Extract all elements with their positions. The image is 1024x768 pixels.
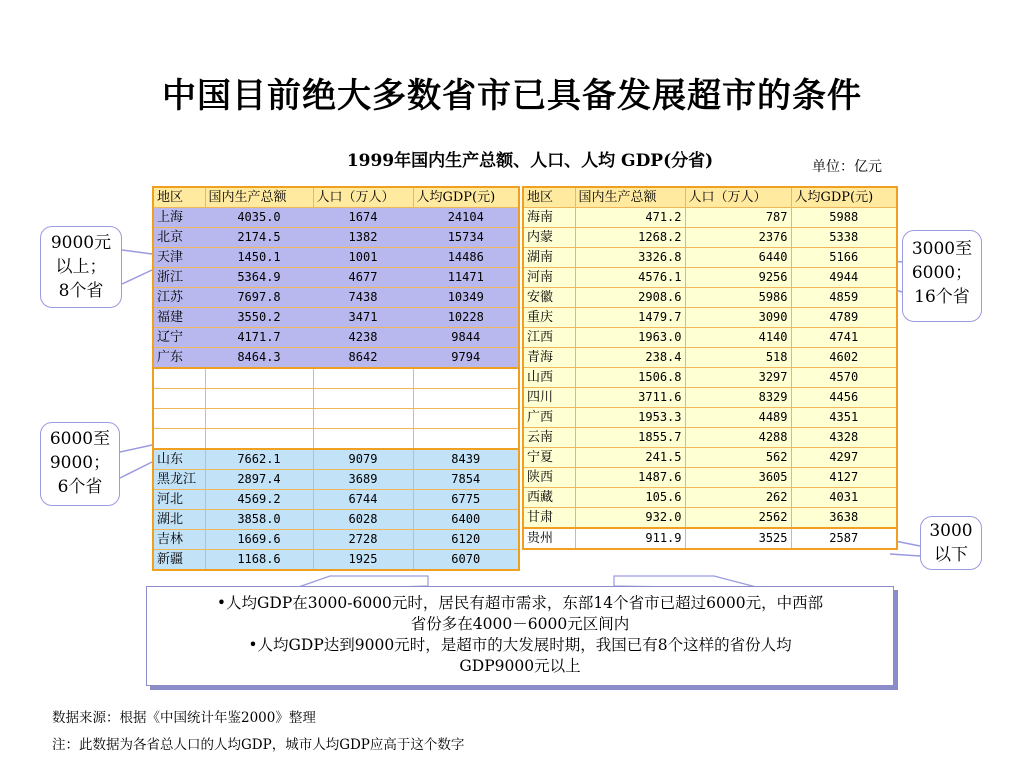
gdp-cell: 1479.7 [575, 308, 685, 328]
population-cell: 2728 [313, 530, 413, 550]
header-population: 人口（万人） [313, 187, 413, 208]
gdp-cell [205, 389, 313, 409]
table-row [523, 468, 897, 488]
per-capita-cell: 5338 [791, 228, 897, 248]
region-cell: 河北 [153, 490, 205, 510]
table-row [523, 328, 897, 348]
note-line: GDP9000元以上 [459, 657, 581, 675]
page-title: 中国目前绝大多数省市已具备发展超市的条件 [162, 76, 862, 116]
region-cell [153, 429, 205, 450]
header-per-capita: 人均GDP(元) [791, 187, 897, 208]
callout-over-9000 [40, 226, 122, 308]
population-cell: 4288 [685, 428, 791, 448]
per-capita-cell: 6120 [413, 530, 519, 550]
per-capita-cell: 5988 [791, 208, 897, 228]
table-row [523, 508, 897, 529]
gdp-cell: 932.0 [575, 508, 685, 529]
gdp-cell: 3711.6 [575, 388, 685, 408]
population-cell: 4489 [685, 408, 791, 428]
per-capita-cell: 4456 [791, 388, 897, 408]
callout-6000-9000 [40, 422, 120, 506]
table-row [523, 368, 897, 388]
region-cell: 陕西 [523, 468, 575, 488]
per-capita-cell: 10228 [413, 308, 519, 328]
region-cell: 湖北 [153, 510, 205, 530]
population-cell [313, 389, 413, 409]
header-region: 地区 [523, 187, 575, 208]
region-cell: 江苏 [153, 288, 205, 308]
population-cell: 3090 [685, 308, 791, 328]
connector-6000-b [120, 462, 152, 478]
left-table-body [153, 208, 519, 571]
callout-line: 16个省 [914, 287, 970, 307]
note-line: •人均GDP在3000-6000元时，居民有超市需求，东部14个省市已超过6000元，中西部 [216, 594, 824, 612]
table-subtitle: 1999年国内生产总额、人口、人均 GDP(分省) [346, 151, 714, 171]
gdp-cell: 1963.0 [575, 328, 685, 348]
table-row [153, 470, 519, 490]
table-row [153, 248, 519, 268]
gdp-cell: 4576.1 [575, 268, 685, 288]
region-cell: 广东 [153, 348, 205, 369]
population-cell: 9079 [313, 449, 413, 470]
gdp-cell: 105.6 [575, 488, 685, 508]
gdp-cell: 8464.3 [205, 348, 313, 369]
table-row [153, 409, 519, 429]
table-row [153, 328, 519, 348]
population-cell: 518 [685, 348, 791, 368]
callout-line: 3000 [929, 521, 973, 541]
per-capita-cell: 9794 [413, 348, 519, 369]
connector-9000 [122, 250, 152, 254]
per-capita-cell: 4789 [791, 308, 897, 328]
per-capita-cell: 4741 [791, 328, 897, 348]
gdp-cell: 1487.6 [575, 468, 685, 488]
population-cell: 3525 [685, 528, 791, 549]
footnote-source: 数据来源：根据《中国统计年鉴2000》整理 [52, 710, 316, 726]
per-capita-cell: 4127 [791, 468, 897, 488]
per-capita-cell [413, 389, 519, 409]
per-capita-cell: 4351 [791, 408, 897, 428]
gdp-cell: 7662.1 [205, 449, 313, 470]
gdp-cell: 241.5 [575, 448, 685, 468]
region-cell: 新疆 [153, 550, 205, 571]
population-cell: 4238 [313, 328, 413, 348]
population-cell: 3605 [685, 468, 791, 488]
population-cell: 562 [685, 448, 791, 468]
region-cell: 四川 [523, 388, 575, 408]
population-cell [313, 409, 413, 429]
per-capita-cell: 4328 [791, 428, 897, 448]
callout-3000-6000 [902, 230, 982, 322]
callout-under-3000 [920, 516, 982, 570]
table-row [153, 228, 519, 248]
population-cell: 3297 [685, 368, 791, 388]
region-cell: 湖南 [523, 248, 575, 268]
per-capita-cell: 3638 [791, 508, 897, 529]
population-cell [313, 368, 413, 389]
population-cell: 6440 [685, 248, 791, 268]
header-population: 人口（万人） [685, 187, 791, 208]
population-cell: 6028 [313, 510, 413, 530]
region-cell: 山东 [153, 449, 205, 470]
region-cell: 贵州 [523, 528, 575, 549]
region-cell: 辽宁 [153, 328, 205, 348]
gdp-cell: 471.2 [575, 208, 685, 228]
table-row [523, 528, 897, 549]
region-cell: 天津 [153, 248, 205, 268]
connector-6000 [120, 445, 152, 452]
table-row [523, 388, 897, 408]
header-gdp: 国内生产总额 [205, 187, 313, 208]
region-cell [153, 389, 205, 409]
gdp-cell: 2908.6 [575, 288, 685, 308]
population-cell: 4140 [685, 328, 791, 348]
region-cell: 上海 [153, 208, 205, 228]
per-capita-cell: 5166 [791, 248, 897, 268]
table-row [523, 268, 897, 288]
callout-line: 以上； [55, 257, 107, 277]
gdp-cell: 4035.0 [205, 208, 313, 228]
gdp-cell [205, 368, 313, 389]
gdp-cell: 3858.0 [205, 510, 313, 530]
population-cell: 6744 [313, 490, 413, 510]
per-capita-cell [413, 429, 519, 450]
gdp-cell [205, 429, 313, 450]
table-row [153, 308, 519, 328]
population-cell: 8329 [685, 388, 791, 408]
population-cell: 3471 [313, 308, 413, 328]
right-data-table [522, 186, 898, 550]
table-row [523, 448, 897, 468]
per-capita-cell: 4602 [791, 348, 897, 368]
region-cell [153, 409, 205, 429]
table-row [153, 510, 519, 530]
table-row [523, 248, 897, 268]
region-cell: 黑龙江 [153, 470, 205, 490]
region-cell: 吉林 [153, 530, 205, 550]
table-row [153, 208, 519, 228]
table-row [153, 288, 519, 308]
population-cell: 1674 [313, 208, 413, 228]
table-row [153, 268, 519, 288]
population-cell: 3689 [313, 470, 413, 490]
callout-line: 3000至 [911, 239, 973, 259]
population-cell: 4677 [313, 268, 413, 288]
region-cell: 河南 [523, 268, 575, 288]
region-cell: 海南 [523, 208, 575, 228]
gdp-cell: 3326.8 [575, 248, 685, 268]
table-row [153, 449, 519, 470]
table-row [523, 348, 897, 368]
gdp-cell: 7697.8 [205, 288, 313, 308]
header-per-capita: 人均GDP(元) [413, 187, 519, 208]
region-cell: 宁夏 [523, 448, 575, 468]
unit-label: 单位：亿元 [812, 159, 882, 175]
note-box [146, 586, 894, 686]
footnote-note: 注：此数据为各省总人口的人均GDP，城市人均GDP应高于这个数字 [52, 737, 465, 753]
gdp-cell: 1450.1 [205, 248, 313, 268]
population-cell: 5986 [685, 288, 791, 308]
gdp-cell: 911.9 [575, 528, 685, 549]
connector-9000-b [122, 270, 152, 284]
population-cell: 2562 [685, 508, 791, 529]
population-cell: 8642 [313, 348, 413, 369]
per-capita-cell: 10349 [413, 288, 519, 308]
gdp-cell: 1268.2 [575, 228, 685, 248]
gdp-cell: 2174.5 [205, 228, 313, 248]
table-row [153, 389, 519, 409]
gdp-cell: 1953.3 [575, 408, 685, 428]
population-cell: 1382 [313, 228, 413, 248]
region-cell [153, 368, 205, 389]
per-capita-cell: 6070 [413, 550, 519, 571]
table-row [523, 208, 897, 228]
callout-line: 8个省 [58, 281, 104, 301]
header-region: 地区 [153, 187, 205, 208]
per-capita-cell: 8439 [413, 449, 519, 470]
gdp-cell: 2897.4 [205, 470, 313, 490]
per-capita-cell: 4031 [791, 488, 897, 508]
callout-line: 9000； [49, 453, 111, 473]
region-cell: 甘肃 [523, 508, 575, 529]
gdp-cell: 5364.9 [205, 268, 313, 288]
gdp-cell: 1506.8 [575, 368, 685, 388]
gdp-cell: 4171.7 [205, 328, 313, 348]
population-cell: 262 [685, 488, 791, 508]
per-capita-cell: 4944 [791, 268, 897, 288]
region-cell: 重庆 [523, 308, 575, 328]
population-cell: 1925 [313, 550, 413, 571]
region-cell: 西藏 [523, 488, 575, 508]
region-cell: 山西 [523, 368, 575, 388]
header-gdp: 国内生产总额 [575, 187, 685, 208]
table-row [153, 348, 519, 369]
population-cell [313, 429, 413, 450]
region-cell: 内蒙 [523, 228, 575, 248]
table-row [523, 428, 897, 448]
table-row [153, 368, 519, 389]
per-capita-cell: 7854 [413, 470, 519, 490]
callout-line: 6000； [911, 263, 973, 283]
gdp-cell: 238.4 [575, 348, 685, 368]
region-cell: 广西 [523, 408, 575, 428]
per-capita-cell: 6775 [413, 490, 519, 510]
note-line: 省份多在4000－6000元区间内 [410, 615, 630, 633]
table-row [153, 550, 519, 571]
population-cell: 2376 [685, 228, 791, 248]
population-cell: 7438 [313, 288, 413, 308]
region-cell: 北京 [153, 228, 205, 248]
region-cell: 江西 [523, 328, 575, 348]
gdp-cell: 4569.2 [205, 490, 313, 510]
per-capita-cell: 9844 [413, 328, 519, 348]
per-capita-cell: 24104 [413, 208, 519, 228]
table-row [523, 488, 897, 508]
table-row [523, 288, 897, 308]
region-cell: 青海 [523, 348, 575, 368]
table-row [153, 490, 519, 510]
table-row [153, 530, 519, 550]
per-capita-cell: 14486 [413, 248, 519, 268]
right-table-body [523, 208, 897, 550]
per-capita-cell: 11471 [413, 268, 519, 288]
per-capita-cell: 15734 [413, 228, 519, 248]
connector-3000-b [890, 554, 920, 556]
callout-line: 以下 [934, 545, 968, 565]
table-row [153, 429, 519, 450]
population-cell: 1001 [313, 248, 413, 268]
per-capita-cell: 4570 [791, 368, 897, 388]
per-capita-cell: 4859 [791, 288, 897, 308]
per-capita-cell: 2587 [791, 528, 897, 549]
region-cell: 安徽 [523, 288, 575, 308]
left-data-table [152, 186, 520, 571]
per-capita-cell: 4297 [791, 448, 897, 468]
per-capita-cell [413, 409, 519, 429]
gdp-cell [205, 409, 313, 429]
table-row [523, 228, 897, 248]
gdp-cell: 3550.2 [205, 308, 313, 328]
per-capita-cell: 6400 [413, 510, 519, 530]
callout-line: 6000至 [49, 429, 111, 449]
note-line: •人均GDP达到9000元时，是超市的大发展时期，我国已有8个这样的省份人均 [248, 636, 792, 654]
gdp-cell: 1855.7 [575, 428, 685, 448]
table-row [523, 308, 897, 328]
per-capita-cell [413, 368, 519, 389]
gdp-cell: 1168.6 [205, 550, 313, 571]
callout-line: 6个省 [57, 477, 103, 497]
table-row [523, 408, 897, 428]
population-cell: 9256 [685, 268, 791, 288]
region-cell: 福建 [153, 308, 205, 328]
gdp-cell: 1669.6 [205, 530, 313, 550]
region-cell: 浙江 [153, 268, 205, 288]
callout-line: 9000元 [50, 233, 112, 253]
population-cell: 787 [685, 208, 791, 228]
region-cell: 云南 [523, 428, 575, 448]
